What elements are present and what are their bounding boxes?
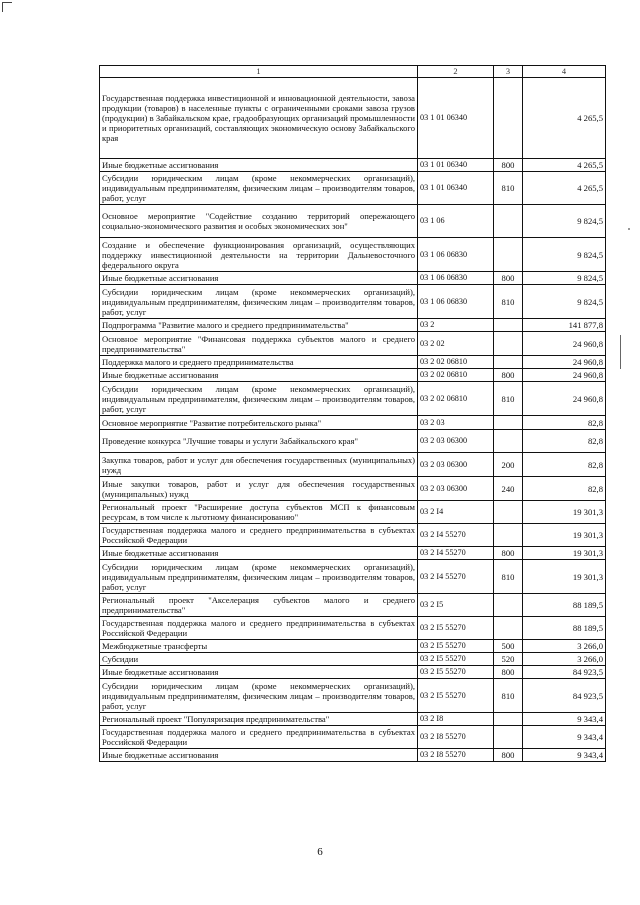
budget-table-body — [100, 66, 606, 762]
row-name-cell: Иные бюджетные ассигнования — [100, 159, 418, 172]
row-amount-cell: 24 960,8 — [523, 332, 606, 356]
row-expense-type-cell: 800 — [494, 749, 523, 762]
row-expense-type-cell: 810 — [494, 560, 523, 594]
page-number: 6 — [317, 846, 323, 858]
row-expense-type-cell: 800 — [494, 369, 523, 382]
row-name-cell: Создание и обеспечение функционирования организаций, осуществляющих поддержку инвестиционной деятельности на территории Дальневосточного федерального округа — [100, 238, 418, 272]
row-code-cell: 03 2 I4 — [418, 501, 494, 524]
row-expense-type-cell — [494, 617, 523, 640]
row-code-cell: 03 2 I8 55270 — [418, 726, 494, 749]
table-row — [100, 640, 606, 653]
row-expense-type-cell: 810 — [494, 285, 523, 319]
row-amount-cell: 84 923,5 — [523, 666, 606, 679]
table-row — [100, 713, 606, 726]
row-name-cell: Основное мероприятие "Содействие созданию территорий опережающего социально-экономического развития и особых экономических зон" — [100, 205, 418, 238]
row-expense-type-cell — [494, 319, 523, 332]
budget-table — [99, 65, 606, 762]
row-name-cell: Субсидии юридическим лицам (кроме некоммерческих организаций), индивидуальным предпринимателям, физическим лицам – производителям товаров, работ, услуг — [100, 679, 418, 713]
row-code-cell: 03 2 I5 55270 — [418, 666, 494, 679]
table-row — [100, 560, 606, 594]
table-row — [100, 726, 606, 749]
table-row — [100, 666, 606, 679]
row-amount-cell: 9 824,5 — [523, 285, 606, 319]
row-name-cell: Субсидии юридическим лицам (кроме некоммерческих организаций), индивидуальным предпринимателям, физическим лицам – производителям товаров, работ, услуг — [100, 285, 418, 319]
table-row — [100, 369, 606, 382]
row-expense-type-cell — [494, 524, 523, 547]
column-number-1: 1 — [100, 66, 418, 78]
row-name-cell: Региональный проект "Популяризация предпринимательства" — [100, 713, 418, 726]
row-name-cell: Иные бюджетные ассигнования — [100, 749, 418, 762]
row-expense-type-cell — [494, 594, 523, 617]
row-amount-cell: 88 189,5 — [523, 594, 606, 617]
row-name-cell: Государственная поддержка малого и среднего предпринимательства в субъектах Российской Федерации — [100, 726, 418, 749]
row-amount-cell: 9 824,5 — [523, 272, 606, 285]
table-row — [100, 594, 606, 617]
row-name-cell: Основное мероприятие "Развитие потребительского рынка" — [100, 416, 418, 430]
row-code-cell: 03 1 01 06340 — [418, 78, 494, 159]
row-amount-cell: 9 824,5 — [523, 205, 606, 238]
row-code-cell: 03 1 01 06340 — [418, 172, 494, 205]
row-name-cell: Субсидии — [100, 653, 418, 666]
table-row — [100, 524, 606, 547]
row-name-cell: Иные бюджетные ассигнования — [100, 369, 418, 382]
row-name-cell: Подпрограмма "Развитие малого и среднего предпринимательства" — [100, 319, 418, 332]
row-code-cell: 03 1 06 06830 — [418, 285, 494, 319]
row-amount-cell: 19 301,3 — [523, 560, 606, 594]
row-code-cell: 03 2 I5 55270 — [418, 679, 494, 713]
row-amount-cell: 4 265,5 — [523, 78, 606, 159]
table-header-row — [100, 66, 606, 78]
row-code-cell: 03 2 — [418, 319, 494, 332]
column-number-3: 3 — [494, 66, 523, 78]
table-row — [100, 272, 606, 285]
row-amount-cell: 19 301,3 — [523, 524, 606, 547]
row-amount-cell: 19 301,3 — [523, 547, 606, 560]
row-code-cell: 03 2 I5 55270 — [418, 617, 494, 640]
scan-corner-mark — [2, 2, 12, 12]
table-row — [100, 285, 606, 319]
table-row — [100, 159, 606, 172]
row-amount-cell: 3 266,0 — [523, 640, 606, 653]
column-number-4: 4 — [523, 66, 606, 78]
row-expense-type-cell: 520 — [494, 653, 523, 666]
row-expense-type-cell — [494, 416, 523, 430]
scan-speck — [628, 228, 630, 230]
row-amount-cell: 82,8 — [523, 416, 606, 430]
row-expense-type-cell: 800 — [494, 159, 523, 172]
row-name-cell: Государственная поддержка инвестиционной и инновационной деятельности, завоза продукции (товаров) в населенные пункты с ограниченными сроками завоза грузов (продукции) в Забайкальском крае, градообразующих организаций промышленности и приоритетных организаций, составляющих экономическую основу Забайкальского края — [100, 78, 418, 159]
row-expense-type-cell — [494, 332, 523, 356]
row-code-cell: 03 2 03 06300 — [418, 477, 494, 501]
row-name-cell: Иные бюджетные ассигнования — [100, 272, 418, 285]
row-code-cell: 03 1 06 06830 — [418, 272, 494, 285]
row-code-cell: 03 2 I5 55270 — [418, 640, 494, 653]
row-code-cell: 03 1 01 06340 — [418, 159, 494, 172]
row-amount-cell: 9 343,4 — [523, 713, 606, 726]
row-code-cell: 03 2 I4 55270 — [418, 547, 494, 560]
row-code-cell: 03 2 02 06810 — [418, 356, 494, 369]
row-name-cell: Региональный проект "Расширение доступа субъектов МСП к финансовым ресурсам, в том числе к льготному финансированию" — [100, 501, 418, 524]
row-name-cell: Региональный проект "Акселерация субъектов малого и среднего предпринимательства" — [100, 594, 418, 617]
row-amount-cell: 9 343,4 — [523, 726, 606, 749]
row-code-cell: 03 2 02 06810 — [418, 369, 494, 382]
row-code-cell: 03 2 I5 55270 — [418, 653, 494, 666]
row-code-cell: 03 2 03 06300 — [418, 453, 494, 477]
row-name-cell: Основное мероприятие "Финансовая поддержка субъектов малого и среднего предпринимательства" — [100, 332, 418, 356]
row-code-cell: 03 1 06 06830 — [418, 238, 494, 272]
row-expense-type-cell: 800 — [494, 547, 523, 560]
table-row — [100, 477, 606, 501]
row-amount-cell: 4 265,5 — [523, 172, 606, 205]
row-code-cell: 03 2 I4 55270 — [418, 560, 494, 594]
row-name-cell: Проведение конкурса "Лучшие товары и услуги Забайкальского края" — [100, 430, 418, 453]
table-row — [100, 238, 606, 272]
row-expense-type-cell — [494, 713, 523, 726]
table-row — [100, 356, 606, 369]
row-expense-type-cell: 800 — [494, 272, 523, 285]
row-amount-cell: 4 265,5 — [523, 159, 606, 172]
row-amount-cell: 3 266,0 — [523, 653, 606, 666]
row-amount-cell: 82,8 — [523, 430, 606, 453]
row-expense-type-cell: 240 — [494, 477, 523, 501]
row-name-cell: Иные бюджетные ассигнования — [100, 666, 418, 679]
row-expense-type-cell: 500 — [494, 640, 523, 653]
row-expense-type-cell: 810 — [494, 679, 523, 713]
row-amount-cell: 141 877,8 — [523, 319, 606, 332]
table-row — [100, 653, 606, 666]
row-expense-type-cell: 810 — [494, 172, 523, 205]
table-row — [100, 501, 606, 524]
table-row — [100, 78, 606, 159]
row-name-cell: Государственная поддержка малого и среднего предпринимательства в субъектах Российской Федерации — [100, 617, 418, 640]
table-row — [100, 679, 606, 713]
row-amount-cell: 88 189,5 — [523, 617, 606, 640]
table-row — [100, 332, 606, 356]
row-name-cell: Субсидии юридическим лицам (кроме некоммерческих организаций), индивидуальным предпринимателям, физическим лицам – производителям товаров, работ, услуг — [100, 172, 418, 205]
table-row — [100, 617, 606, 640]
row-amount-cell: 82,8 — [523, 453, 606, 477]
table-row — [100, 547, 606, 560]
row-code-cell: 03 2 I5 — [418, 594, 494, 617]
table-row — [100, 205, 606, 238]
row-name-cell: Субсидии юридическим лицам (кроме некоммерческих организаций), индивидуальным предпринимателям, физическим лицам – производителям товаров, работ, услуг — [100, 560, 418, 594]
row-amount-cell: 24 960,8 — [523, 356, 606, 369]
row-code-cell: 03 2 02 06810 — [418, 382, 494, 416]
table-row — [100, 319, 606, 332]
row-code-cell: 03 1 06 — [418, 205, 494, 238]
row-name-cell: Иные закупки товаров, работ и услуг для обеспечения государственных (муниципальных) нужд — [100, 477, 418, 501]
table-row — [100, 749, 606, 762]
table-row — [100, 430, 606, 453]
row-amount-cell: 24 960,8 — [523, 369, 606, 382]
row-amount-cell: 9 343,4 — [523, 749, 606, 762]
row-expense-type-cell — [494, 238, 523, 272]
row-expense-type-cell — [494, 78, 523, 159]
row-name-cell: Государственная поддержка малого и среднего предпринимательства в субъектах Российской Федерации — [100, 524, 418, 547]
table-row — [100, 172, 606, 205]
row-code-cell: 03 2 03 — [418, 416, 494, 430]
table-row — [100, 382, 606, 416]
row-amount-cell: 19 301,3 — [523, 501, 606, 524]
row-expense-type-cell — [494, 356, 523, 369]
row-name-cell: Поддержка малого и среднего предпринимательства — [100, 356, 418, 369]
table-row — [100, 453, 606, 477]
row-expense-type-cell: 200 — [494, 453, 523, 477]
row-amount-cell: 82,8 — [523, 477, 606, 501]
row-expense-type-cell: 810 — [494, 382, 523, 416]
row-name-cell: Закупка товаров, работ и услуг для обеспечения государственных (муниципальных) нужд — [100, 453, 418, 477]
row-amount-cell: 84 923,5 — [523, 679, 606, 713]
row-expense-type-cell — [494, 205, 523, 238]
row-expense-type-cell — [494, 501, 523, 524]
row-code-cell: 03 2 03 06300 — [418, 430, 494, 453]
row-code-cell: 03 2 I8 55270 — [418, 749, 494, 762]
row-code-cell: 03 2 02 — [418, 332, 494, 356]
row-amount-cell: 9 824,5 — [523, 238, 606, 272]
row-name-cell: Межбюджетные трансферты — [100, 640, 418, 653]
column-number-2: 2 — [418, 66, 494, 78]
row-expense-type-cell — [494, 430, 523, 453]
row-expense-type-cell — [494, 726, 523, 749]
row-code-cell: 03 2 I8 — [418, 713, 494, 726]
row-code-cell: 03 2 I4 55270 — [418, 524, 494, 547]
row-name-cell: Субсидии юридическим лицам (кроме некоммерческих организаций), индивидуальным предпринимателям, физическим лицам – производителям товаров, работ, услуг — [100, 382, 418, 416]
table-row — [100, 416, 606, 430]
scan-edge-mark — [620, 335, 621, 369]
row-expense-type-cell: 800 — [494, 666, 523, 679]
row-amount-cell: 24 960,8 — [523, 382, 606, 416]
row-name-cell: Иные бюджетные ассигнования — [100, 547, 418, 560]
